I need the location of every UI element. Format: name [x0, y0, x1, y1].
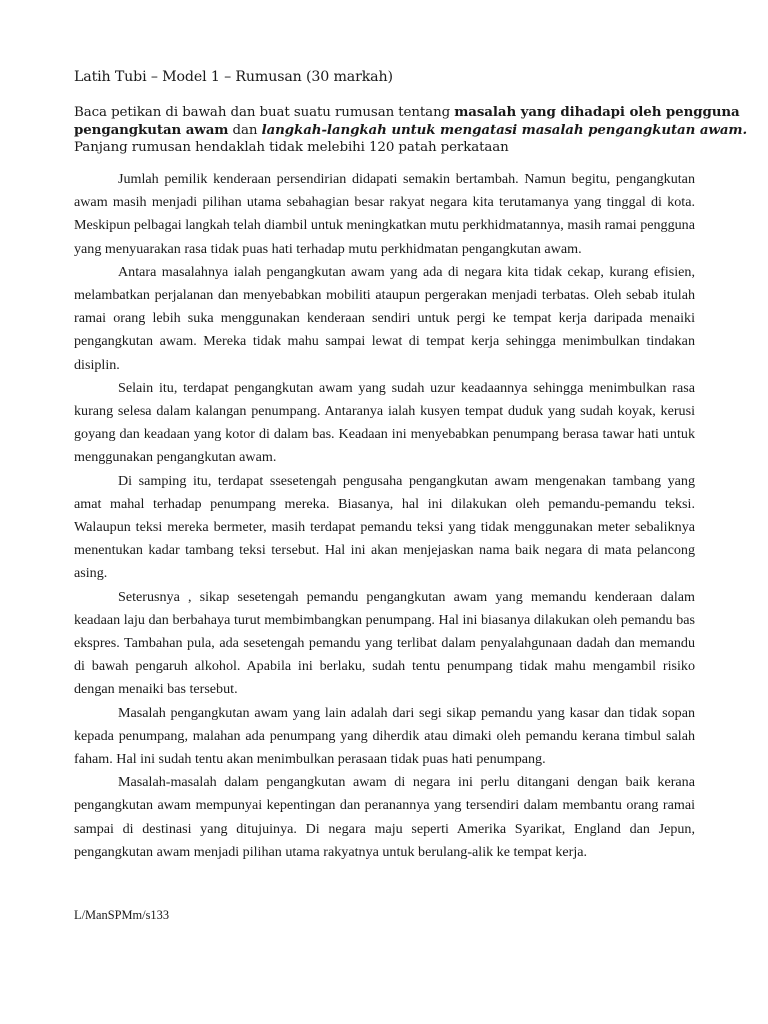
- passage: [74, 168, 695, 864]
- instruction-block: [74, 104, 748, 157]
- paragraph: Di samping itu, terdapat ssesetengah pengusaha pengangkutan awam mengenakan tambang yang amat mahal terhadap penumpang mereka. Biasanya, hal ini dilakukan oleh pemandu-pemandu teksi. Walaupun teksi mereka bermeter, masih terdapat pemandu teksi yang tidak menggunakan meter sebaliknya menentukan kadar tambang teksi tersebut. Hal ini akan menjejaskan nama baik negara di mata pelancong asing.: [74, 472, 695, 582]
- instruction-line-1: [74, 104, 740, 122]
- instruction-emphasis-italic: langkah-langkah untuk mengatasi masalah pengangkutan awam.: [261, 121, 748, 138]
- instruction-emphasis: pengangkutan awam: [74, 121, 229, 138]
- paragraph: Seterusnya , sikap sesetengah pemandu pengangkutan awam yang memandu kenderaan dalam keadaan laju dan berbahaya turut membimbangkan penumpang. Hal ini biasanya dilakukan oleh pemandu bas ekspres. Tambahan pula, ada sesetengah pemandu yang terlibat dalam penyalahgunaan dadah dan memandu di bawah pengaruh alkohol. Apabila ini berlaku, sudah tentu penumpang tidak mahu mengambil risiko dengan menaiki bas tersebut.: [74, 588, 695, 698]
- paragraph: Masalah pengangkutan awam yang lain adalah dari segi sikap pemandu yang kasar dan tidak sopan kepada penumpang, malahan ada penumpang yang diherdik atau dimaki oleh pemandu kerana timbul salah faham. Hal ini sudah tentu akan menimbulkan perasaan tidak puas hati penumpang.: [74, 704, 695, 768]
- paragraph: Masalah-masalah dalam pengangkutan awam di negara ini perlu ditangani dengan baik kerana pengangkutan awam mempunyai kepentingan dan peranannya yang tersendiri dalam membantu orang ramai sampai di destinasi yang ditujuinya. Di negara maju seperti Amerika Syarikat, England dan Jepun, pengangkutan awam menjadi pilihan utama rakyatnya untuk berulang-alik ke tempat kerja.: [74, 774, 695, 860]
- instruction-text: dan: [228, 122, 262, 138]
- footer-code: L/ManSPMm/s133: [74, 908, 170, 922]
- word-limit-note: Panjang rumusan hendaklah tidak melebihi 120 patah perkataan: [74, 140, 509, 155]
- instruction-emphasis: masalah yang dihadapi oleh pengguna: [454, 104, 740, 120]
- instruction-line-2: [74, 121, 748, 140]
- instruction-text: Baca petikan di bawah dan buat suatu rumusan tentang: [74, 105, 455, 120]
- paragraph: Selain itu, terdapat pengangkutan awam yang sudah uzur keadaannya sehingga menimbulkan rasa kurang selesa dalam kalangan penumpang. Antaranya ialah kusyen tempat duduk yang sudah koyak, kerusi goyang dan keadaan yang kotor di dalam bas. Keadaan ini menyebabkan penumpang berasa tawar hati untuk menggunakan pengangkutan awam.: [74, 379, 695, 466]
- paragraph: Antara masalahnya ialah pengangkutan awam yang ada di negara kita tidak cekap, kurang efisien, melambatkan perjalanan dan menyebabkan mobiliti ataupun pergerakan menjadi terbatas. Oleh sebab itulah ramai orang lebih suka menggunakan kenderaan sendiri untuk pergi ke tempat kerja daripada menaiki pengangkutan awam. Mereka tidak mahu sampai lewat di tempat kerja sehingga menimbulkan tindakan disiplin.: [74, 263, 695, 373]
- page-title: Latih Tubi – Model 1 – Rumusan (30 markah): [74, 69, 393, 85]
- paragraph: Jumlah pemilik kenderaan persendirian didapati semakin bertambah. Namun begitu, pengangkutan awam masih menjadi pilihan utama sebahagian besar rakyat negara kita terutamanya yang tinggal di kota. Meskipun pelbagai langkah telah diambil untuk meningkatkan mutu perkhidmatannya, masih ramai pengguna yang menyuarakan rasa tidak puas hati terhadap mutu perkhidmatan pengangkutan awam.: [74, 171, 695, 257]
